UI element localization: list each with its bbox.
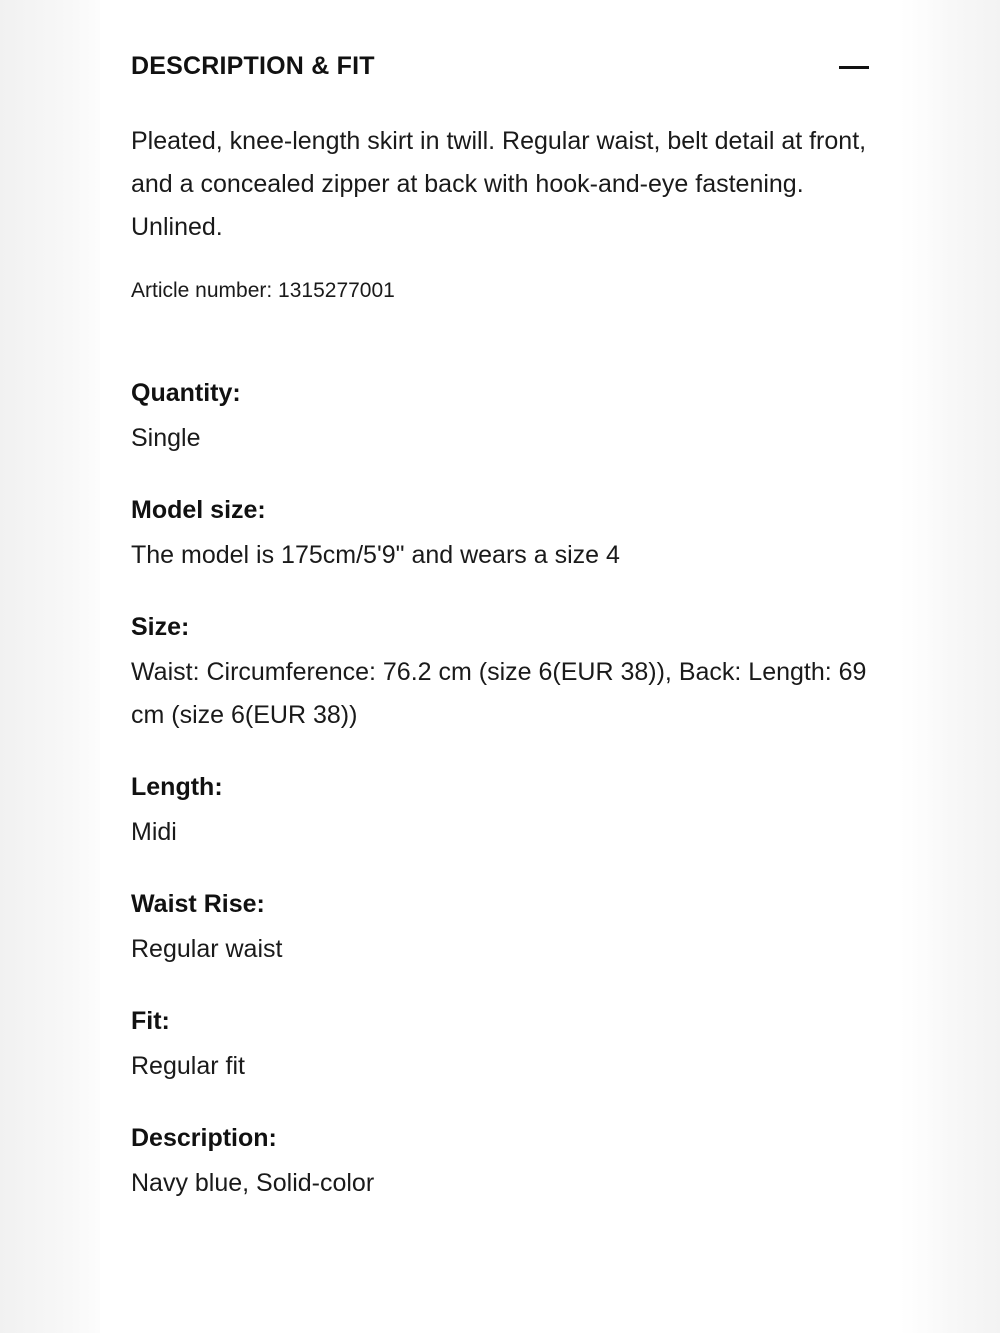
attribute-label: Description:: [131, 1124, 277, 1152]
attribute-value: Single: [131, 424, 201, 452]
minus-icon[interactable]: [839, 51, 869, 81]
attribute-size: [131, 611, 881, 737]
attribute-label: Model size:: [131, 496, 266, 524]
attribute-description: [131, 1122, 881, 1205]
attribute-label: Fit:: [131, 1007, 170, 1035]
attribute-fit: [131, 1005, 881, 1088]
attribute-label: Length:: [131, 773, 223, 801]
attribute-value: Navy blue, Solid-color: [131, 1169, 375, 1197]
attribute-waist-rise: [131, 888, 881, 971]
description-fit-accordion-header[interactable]: [131, 46, 871, 86]
article-number: Article number: 1315277001: [131, 279, 395, 302]
attribute-model-size: [131, 494, 881, 577]
attribute-label: Waist Rise:: [131, 890, 265, 918]
product-attributes: [131, 377, 881, 1205]
attribute-value: The model is 175cm/5'9" and wears a size 4: [131, 541, 620, 569]
attribute-value: Regular waist: [131, 935, 283, 963]
accordion-content: [131, 120, 881, 1239]
attribute-value: Midi: [131, 818, 177, 846]
attribute-length: [131, 771, 881, 854]
accordion-title: DESCRIPTION & FIT: [131, 51, 375, 80]
attribute-label: Size:: [131, 613, 190, 641]
attribute-label: Quantity:: [131, 379, 241, 407]
product-description: Pleated, knee-length skirt in twill. Regular waist, belt detail at front, and a concealed zipper at back with hook-and-eye fastening. Unlined.: [131, 127, 867, 241]
attribute-value: Regular fit: [131, 1052, 245, 1080]
attribute-value: Waist: Circumference: 76.2 cm (size 6(EUR 38)), Back: Length: 69 cm (size 6(EUR 38)): [131, 658, 867, 729]
attribute-quantity: [131, 377, 881, 460]
